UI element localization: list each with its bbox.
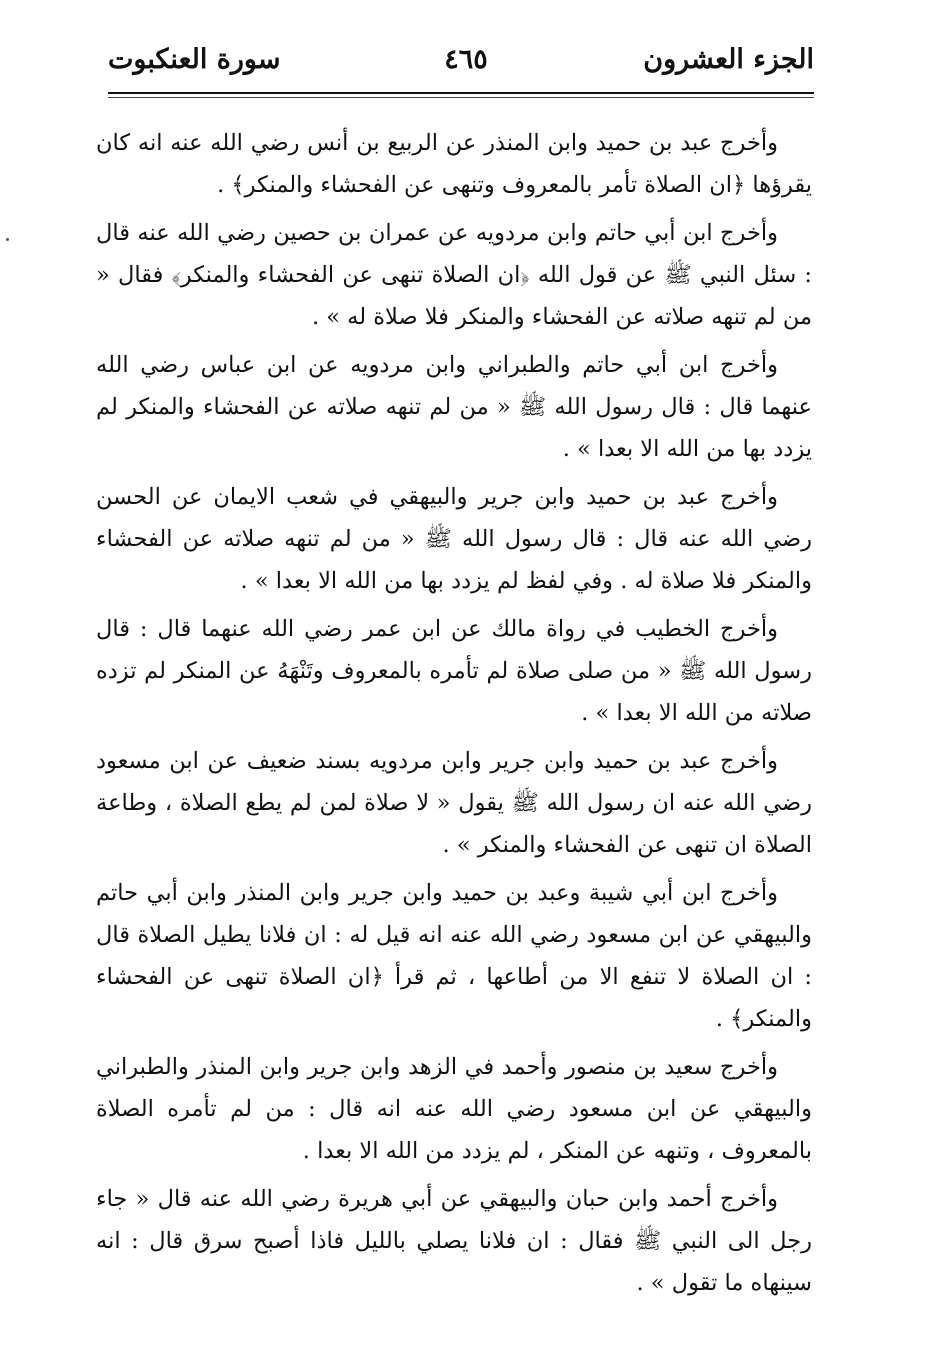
paragraph-2: وأخرج ابن أبي حاتم وابن مردويه عن عمران بن حصين رضي الله عنه قال : سئل النبي ﷺ عن قول الله ﴿ان الصلاة تنهى عن الفحشاء والمنكر﴾ فقال « من لم تنهه صلاته عن الفحشاء والمنكر فلا صلاة له » . [96, 220, 812, 330]
paragraph-1: وأخرج عبد بن حميد وابن المنذر عن الربيع بن أنس رضي الله عنه انه كان يقرؤها ﴿ان الصلاة تأمر بالمعروف وتنهى عن الفحشاء والمنكر﴾ . [96, 130, 812, 198]
header-divider-thin [108, 97, 814, 98]
header-divider [108, 92, 814, 94]
juz-title: الجزء العشرون [643, 44, 814, 75]
paragraph-6: وأخرج عبد بن حميد وابن جرير وابن مردويه بسند ضعيف عن ابن مسعود رضي الله عنه ان رسول الله ﷺ يقول « لا صلاة لمن لم يطع الصلاة ، وطاعة الصلاة ان تنهى عن الفحشاء والمنكر » . [96, 748, 812, 858]
paragraph-3: وأخرج ابن أبي حاتم والطبراني وابن مردويه عن ابن عباس رضي الله عنهما قال : قال رسول الله ﷺ « من لم تنهه صلاته عن الفحشاء والمنكر لم يزدد بها من الله الا بعدا » . [96, 352, 812, 462]
paragraph-7: وأخرج ابن أبي شيبة وعبد بن حميد وابن جرير وابن المنذر وابن أبي حاتم والبيهقي عن ابن مسعود رضي الله عنه انه قيل له : ان فلانا يطيل الصلاة قال : ان الصلاة لا تنفع الا من أطاعها ، ثم قرأ ﴿ان الصلاة تنهى عن الفحشاء والمنكر﴾ . [96, 880, 812, 1032]
page-header [108, 38, 814, 88]
paragraph-4: وأخرج عبد بن حميد وابن جرير والبيهقي في شعب الايمان عن الحسن رضي الله عنه قال : قال رسول الله ﷺ « من لم تنهه صلاته عن الفحشاء والمنكر فلا صلاة له . وفي لفظ لم يزدد بها من الله الا بعدا » . [96, 484, 812, 594]
surah-title: سورة العنكبوت [108, 44, 281, 75]
page-number: ٤٦٥ [444, 44, 488, 75]
page-body [96, 122, 812, 1310]
margin-dot [6, 238, 9, 241]
paragraph-8: وأخرج سعيد بن منصور وأحمد في الزهد وابن جرير وابن المنذر والطبراني والبيهقي عن ابن مسعود رضي الله عنه انه قال : من لم تأمره الصلاة بالمعروف ، وتنهه عن المنكر ، لم يزدد من الله الا بعدا . [96, 1054, 812, 1164]
paragraph-9: وأخرج أحمد وابن حبان والبيهقي عن أبي هريرة رضي الله عنه قال « جاء رجل الى النبي ﷺ فقال : ان فلانا يصلي بالليل فاذا أصبح سرق قال : انه سينهاه ما تقول » . [96, 1186, 812, 1296]
paragraph-5: وأخرج الخطيب في رواة مالك عن ابن عمر رضي الله عنهما قال : قال رسول الله ﷺ « من صلى صلاة لم تأمره بالمعروف وتَنْهَهُ عن المنكر لم تزده صلاته من الله الا بعدا » . [96, 616, 812, 726]
